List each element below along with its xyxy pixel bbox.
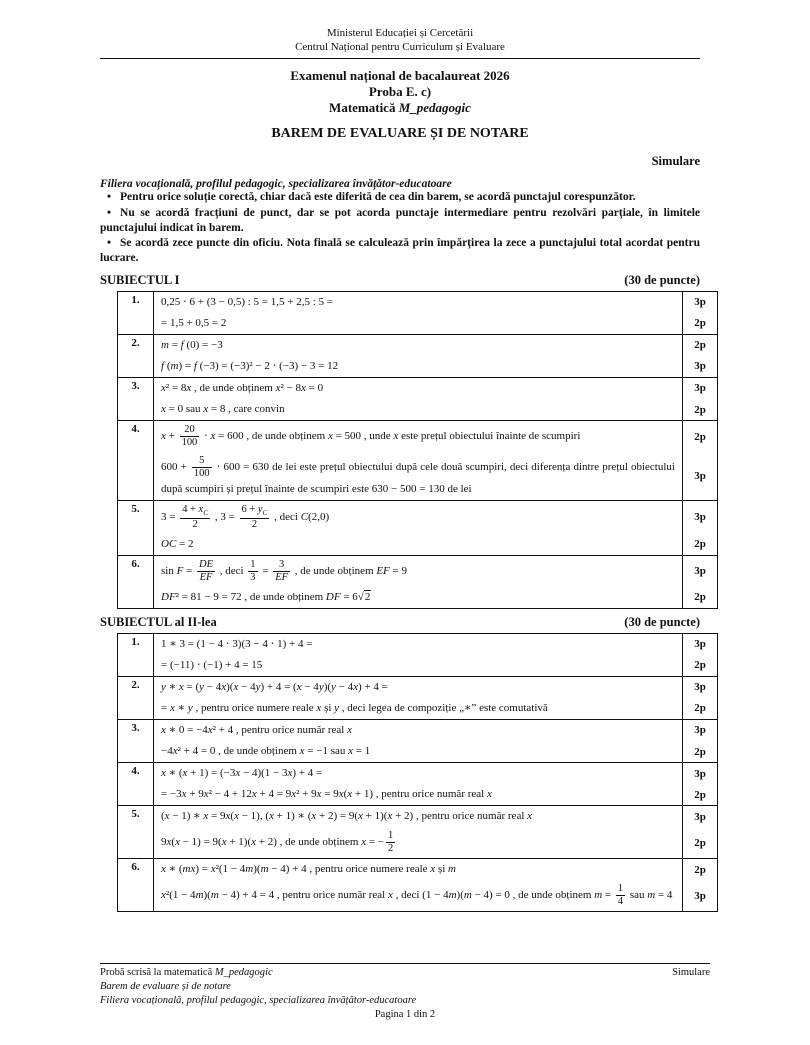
bullet-icon: • <box>107 206 112 219</box>
fraction: $\frac{20}{100}$ <box>181 424 198 449</box>
section-header <box>100 273 700 288</box>
footer <box>100 963 710 1021</box>
answer-line: f (m) = f (−3) = (−3)² − 2 ⋅ (−3) − 3 = 12 <box>154 356 683 378</box>
bullet-item <box>100 206 700 237</box>
answer-line: DF² = 81 − 9 = 72 , de unde obținem DF = 6√2 <box>154 587 683 609</box>
barem-title: BAREM DE EVALUARE ȘI DE NOTARE <box>271 126 529 142</box>
org-line-2: Centrul Național pentru Curriculum și Evaluare <box>295 41 505 54</box>
footer-proba-subject: M_pedagogic <box>214 967 273 978</box>
answer-line: = −3x + 9x² − 4 + 12x + 4 = 9x² + 9x = 9x(x + 1) , pentru orice număr real x <box>154 784 683 806</box>
table-row <box>118 719 718 741</box>
table-row <box>118 784 718 806</box>
table-row <box>118 587 718 609</box>
points-cell: 3p <box>683 555 718 587</box>
points-cell: 2p <box>683 784 718 806</box>
page-number: Pagina 1 din 2 <box>374 1008 436 1020</box>
table-row <box>118 880 718 912</box>
table-row <box>118 741 718 763</box>
bullet-item <box>100 190 700 205</box>
answer-line: 600 + $\frac{5}{100}$ ⋅ 600 = 630 de lei este prețul obiectului după cele două scumpiri, deci diferența dintre prețul obiectului după scumpiri și prețul înainte de scumpiri este 630 − 500 = 130 de lei <box>154 452 683 501</box>
answer-line: m = f (0) = −3 <box>154 334 683 356</box>
section-title: SUBIECTUL al II-lea <box>100 614 217 629</box>
table-row <box>118 334 718 356</box>
bullet-text: Nu se acordă fracțiuni de punct, dar se pot acorda punctaje intermediare pentru rezolvări parțiale, în limitele punctajului indicat în barem. <box>100 206 700 234</box>
table-row <box>118 827 718 859</box>
table-row <box>118 291 718 313</box>
table-row <box>118 806 718 828</box>
fraction: $\frac{6 + y_C}{2}$ <box>241 504 268 530</box>
row-number: 6. <box>118 859 154 912</box>
header-rule <box>100 58 700 59</box>
answer-line: sin F = $\frac{DE}{EF}$ , deci $\frac{1}{3}$ = $\frac{3}{EF}$ , de unde obținem EF = 9 <box>154 555 683 587</box>
table-row <box>118 534 718 556</box>
points-cell: 2p <box>683 827 718 859</box>
subject-line <box>100 100 700 116</box>
answer-line: x ∗ 0 = −4x² + 4 , pentru orice număr real x <box>154 719 683 741</box>
proba-line: Proba E. c) <box>368 83 432 99</box>
answer-line: 3 = $\frac{4 + x_C}{2}$ , 3 = $\frac{6 + y_C}{2}$ , deci C(2,0) <box>154 501 683 534</box>
table-row <box>118 555 718 587</box>
table-row <box>118 676 718 698</box>
answer-line: = (−11) ⋅ (−1) + 4 = 15 <box>154 655 683 677</box>
fraction: $\frac{1}{2}$ <box>388 830 394 855</box>
row-number: 5. <box>118 806 154 859</box>
table-row <box>118 633 718 655</box>
row-number: 6. <box>118 555 154 608</box>
instructions <box>100 190 700 266</box>
points-cell: 2p <box>683 399 718 421</box>
filiera-line: Filiera vocațională, profilul pedagogic, specializarea învățător-educatoare <box>100 178 452 191</box>
answer-line: x ∗ (mx) = x²(1 − 4m)(m − 4) + 4 , pentru orice numere reale x și m <box>154 859 683 881</box>
answer-line: y ∗ x = (y − 4x)(x − 4y) + 4 = (x − 4y)(y − 4x) + 4 = <box>154 676 683 698</box>
fraction: $\frac{4 + x_C}{2}$ <box>182 504 209 530</box>
fraction: $\frac{5}{100}$ <box>193 455 210 480</box>
answer-line: x² = 8x , de unde obținem x² − 8x = 0 <box>154 377 683 399</box>
table-row <box>118 399 718 421</box>
table-row <box>118 859 718 881</box>
footer-barem-line: Barem de evaluare și de notare <box>100 980 231 992</box>
footer-proba <box>100 966 273 980</box>
row-number: 4. <box>118 421 154 501</box>
points-cell: 3p <box>683 763 718 785</box>
row-number: 3. <box>118 377 154 420</box>
bullet-text: Se acordă zece puncte din oficiu. Nota finală se calculează prin împărțirea la zece a punctajului total acordat pentru lucrare. <box>100 237 700 265</box>
row-number: 5. <box>118 501 154 556</box>
answers-table <box>117 291 718 609</box>
row-number: 4. <box>118 763 154 806</box>
answer-line: −4x² + 4 = 0 , de unde obținem x = −1 sau x = 1 <box>154 741 683 763</box>
row-number: 2. <box>118 334 154 377</box>
bullet-item <box>100 236 700 267</box>
subject-name: M_pedagogic <box>398 100 471 116</box>
points-cell: 2p <box>683 334 718 356</box>
answer-line: 0,25 ⋅ 6 + (3 − 0,5) : 5 = 1,5 + 2,5 : 5 = <box>154 291 683 313</box>
points-cell: 3p <box>683 806 718 828</box>
fraction: $\frac{DE}{EF}$ <box>199 558 213 583</box>
footer-simulare: Simulare <box>672 967 710 978</box>
answer-line: = x ∗ y , pentru orice numere reale x și y , deci legea de compoziție „∗” este comutativă <box>154 698 683 720</box>
points-cell: 2p <box>683 313 718 335</box>
table-row <box>118 452 718 501</box>
points-cell: 2p <box>683 655 718 677</box>
fraction: $\frac{1}{3}$ <box>250 558 256 583</box>
row-number: 1. <box>118 291 154 334</box>
table-row <box>118 655 718 677</box>
table-row <box>118 356 718 378</box>
answer-line: x = 0 sau x = 8 , care convin <box>154 399 683 421</box>
subject-prefix: Matematică <box>329 100 399 116</box>
points-cell: 2p <box>683 859 718 881</box>
points-cell: 2p <box>683 421 718 453</box>
table-row <box>118 698 718 720</box>
points-cell: 3p <box>683 291 718 313</box>
row-number: 3. <box>118 719 154 762</box>
answer-line: x ∗ (x + 1) = (−3x − 4)(1 − 3x) + 4 = <box>154 763 683 785</box>
org-line-1: Ministerul Educației și Cercetării <box>326 27 474 39</box>
points-cell: 3p <box>683 356 718 378</box>
row-number: 2. <box>118 676 154 719</box>
footer-row-1 <box>100 966 710 980</box>
footer-filiera-line: Filiera vocațională, profilul pedagogic, specializarea învățător-educatoare <box>100 994 417 1006</box>
table-row <box>118 501 718 534</box>
bullet-text: Pentru orice soluție corectă, chiar dacă este diferită de cea din barem, se acordă punctajul corespunzător. <box>120 191 636 204</box>
points-cell: 3p <box>683 676 718 698</box>
answer-line: 1 ∗ 3 = (1 − 4 ⋅ 3)(3 − 4 ⋅ 1) + 4 = <box>154 633 683 655</box>
points-cell: 3p <box>683 719 718 741</box>
points-cell: 3p <box>683 377 718 399</box>
answer-line: x + $\frac{20}{100}$ ⋅ x = 600 , de unde obținem x = 500 , unde x este prețul obiectului înainte de scumpiri <box>154 421 683 453</box>
answer-line: (x − 1) ∗ x = 9x(x − 1), (x + 1) ∗ (x + 2) = 9(x + 1)(x + 2) , pentru orice număr real x <box>154 806 683 828</box>
section-points: (30 de puncte) <box>624 614 700 629</box>
row-number: 1. <box>118 633 154 676</box>
points-cell: 3p <box>683 501 718 534</box>
answer-line: 9x(x − 1) = 9(x + 1)(x + 2) , de unde obținem x = − $\frac{1}{2}$ <box>154 827 683 859</box>
footer-proba-prefix: Probă scrisă la matematică <box>100 967 215 978</box>
table-row <box>118 763 718 785</box>
points-cell: 2p <box>683 741 718 763</box>
section-points: (30 de puncte) <box>624 272 700 287</box>
table-row <box>118 377 718 399</box>
points-cell: 3p <box>683 880 718 912</box>
points-cell: 3p <box>683 633 718 655</box>
points-cell: 2p <box>683 587 718 609</box>
fraction: $\frac{3}{EF}$ <box>275 558 288 583</box>
points-cell: 2p <box>683 698 718 720</box>
document-page <box>100 26 706 912</box>
fraction: $\frac{1}{4}$ <box>617 883 624 908</box>
section-title: SUBIECTUL I <box>100 272 180 287</box>
answer-line: x²(1 − 4m)(m − 4) + 4 = 4 , pentru orice număr real x , deci (1 − 4m)(m − 4) = 0 , de unde obținem m = $\frac{1}{4}$ sau m = 4 <box>154 880 683 912</box>
radical: √2 <box>357 590 371 603</box>
ministry-header <box>100 26 700 55</box>
points-cell: 2p <box>683 534 718 556</box>
table-row <box>118 421 718 453</box>
section-header <box>100 615 700 630</box>
answer-line: OC = 2 <box>154 534 683 556</box>
table-row <box>118 313 718 335</box>
answer-line: = 1,5 + 0,5 = 2 <box>154 313 683 335</box>
exam-title: Examenul național de bacalaureat 2026 <box>290 67 510 83</box>
bullet-icon: • <box>107 191 112 204</box>
bullet-icon: • <box>107 237 112 250</box>
simulare-label: Simulare <box>651 154 700 169</box>
points-cell: 3p <box>683 452 718 501</box>
sections-root <box>100 272 706 913</box>
answers-table <box>117 633 718 913</box>
title-block <box>100 68 700 117</box>
